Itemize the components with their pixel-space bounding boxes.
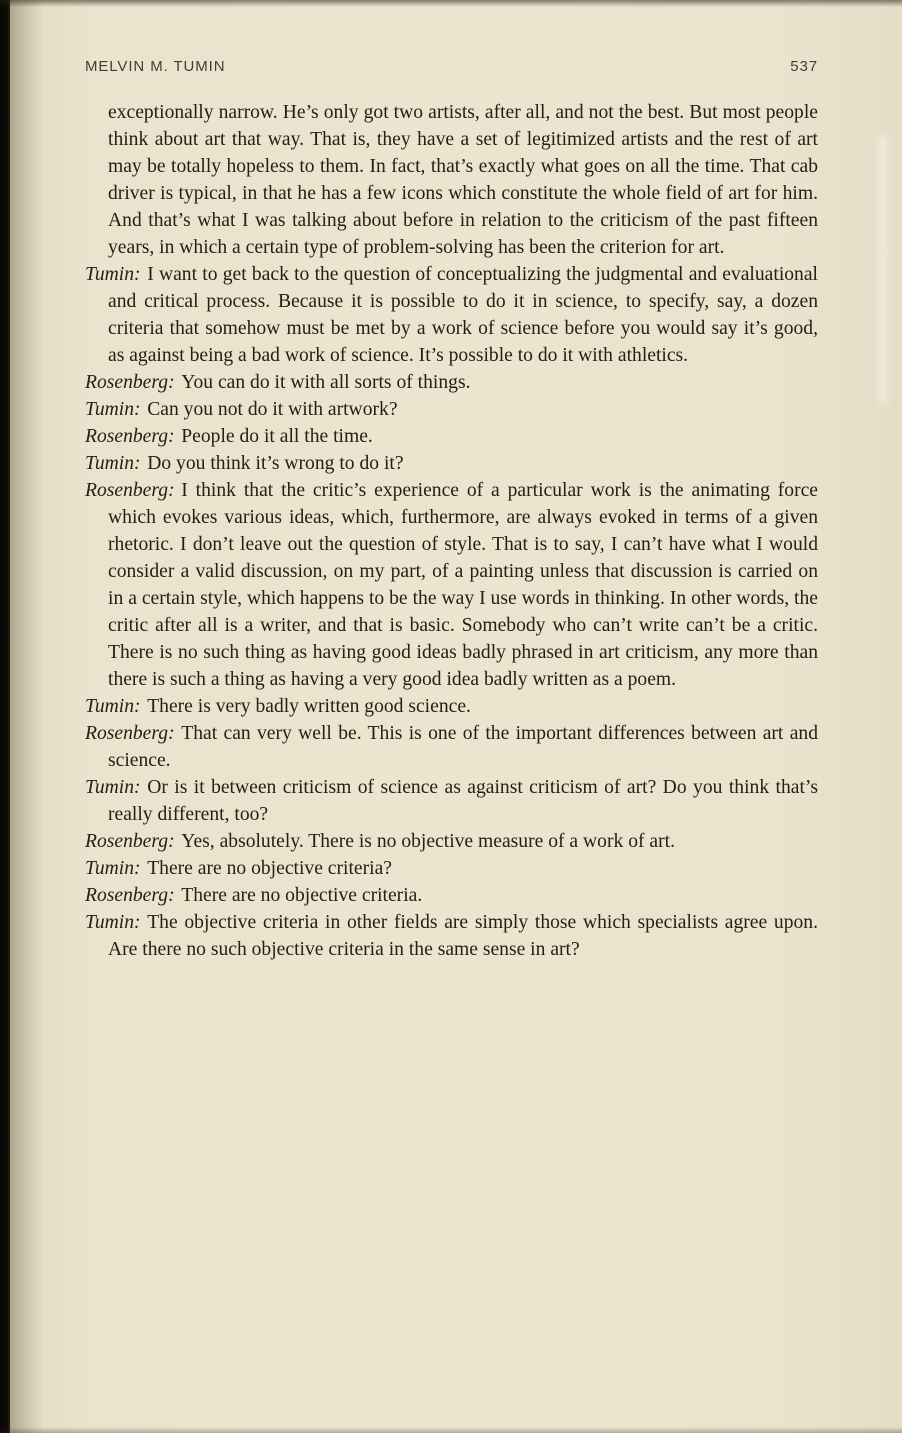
paragraph-text: The objective criteria in other fields are simply those which specialists agree upon. Are there no such objective criteria in the same sense in art? [108,912,818,960]
paragraph-text: I want to get back to the question of conceptualizing the judgmental and evaluational and critical process. Because it is possible to do it in science, to specify, say, a dozen criteria that somehow must be met by a work of science before you would say it’s good, as against being a bad work of science. It’s possible to do it with athletics. [108,264,818,366]
dialogue-paragraph [85,423,818,450]
speaker-label: Tumin: [85,912,141,933]
dialogue-paragraph [85,882,818,909]
speaker-label: Tumin: [85,777,141,798]
paragraph-text: exceptionally narrow. He’s only got two artists, after all, and not the best. But most people think about art that way. That is, they have a set of legitimized artists and the rest of art may be totally hopeless to them. In fact, that’s exactly what goes on all the time. That cab driver is typical, in that he has a few icons which constitute the whole field of art for him. And that’s what I was talking about before in relation to the criticism of the past fifteen years, in which a certain type of problem-solving has been the criterion for art. [108,102,818,258]
dialogue-paragraph [85,369,818,396]
dialogue-paragraph [85,720,818,774]
page-number: 537 [790,58,818,75]
dialogue-paragraph [85,909,818,963]
paragraph-text: Do you think it’s wrong to do it? [147,453,404,474]
dialogue-paragraph [85,261,818,369]
paragraph-text: There is very badly written good science. [147,696,471,717]
speaker-label: Tumin: [85,264,141,285]
speaker-label: Tumin: [85,453,141,474]
paragraph-text: People do it all the time. [181,426,373,447]
speaker-label: Rosenberg: [85,372,175,393]
paragraph-text: Can you not do it with artwork? [147,399,398,420]
dialogue-paragraph [85,477,818,693]
dialogue-paragraph [85,855,818,882]
speaker-label: Tumin: [85,858,141,879]
speaker-label: Rosenberg: [85,831,175,852]
speaker-label: Rosenberg: [85,723,175,744]
dialogue-paragraph [85,450,818,477]
dialogue-paragraph [85,693,818,720]
speaker-label: Rosenberg: [85,885,175,906]
dialogue-paragraph [85,396,818,423]
paragraph-text: You can do it with all sorts of things. [181,372,471,393]
scan-top-edge [0,0,902,7]
running-header [85,58,818,75]
speaker-label: Rosenberg: [85,480,175,501]
speaker-label: Tumin: [85,696,141,717]
speaker-label: Rosenberg: [85,426,175,447]
speaker-label: Tumin: [85,399,141,420]
paragraph-text: There are no objective criteria. [181,885,423,906]
dialogue-paragraph [85,774,818,828]
scan-artifact-highlight [878,135,888,405]
dialogue-body [85,99,818,963]
paragraph-text: Or is it between criticism of science as against criticism of art? Do you think that’s really different, too? [108,777,818,825]
paragraph-text: That can very well be. This is one of the important differences between art and science. [108,723,818,771]
paragraph-text: I think that the critic’s experience of a particular work is the animating force which evokes various ideas, which, furthermore, are always evoked in terms of a given rhetoric. I don’t leave out the question of style. That is to say, I can’t have what I would consider a valid discussion, on my part, of a painting unless that discussion is carried on in a certain style, which happens to be the way I use words in thinking. In other words, the critic after all is a writer, and that is basic. Somebody who can’t write can’t be a critic. There is no such thing as having good ideas badly phrased in art criticism, any more than there is such a thing as having a very good idea badly written as a poem. [108,480,818,690]
scan-bottom-edge [0,1427,902,1433]
running-head-author: MELVIN M. TUMIN [85,58,226,75]
scan-binding-shadow [10,0,44,1433]
dialogue-paragraph [85,99,818,261]
paragraph-text: There are no objective criteria? [147,858,392,879]
dialogue-paragraph [85,828,818,855]
paragraph-text: Yes, absolutely. There is no objective measure of a work of art. [181,831,675,852]
scan-binding-edge [0,0,10,1433]
